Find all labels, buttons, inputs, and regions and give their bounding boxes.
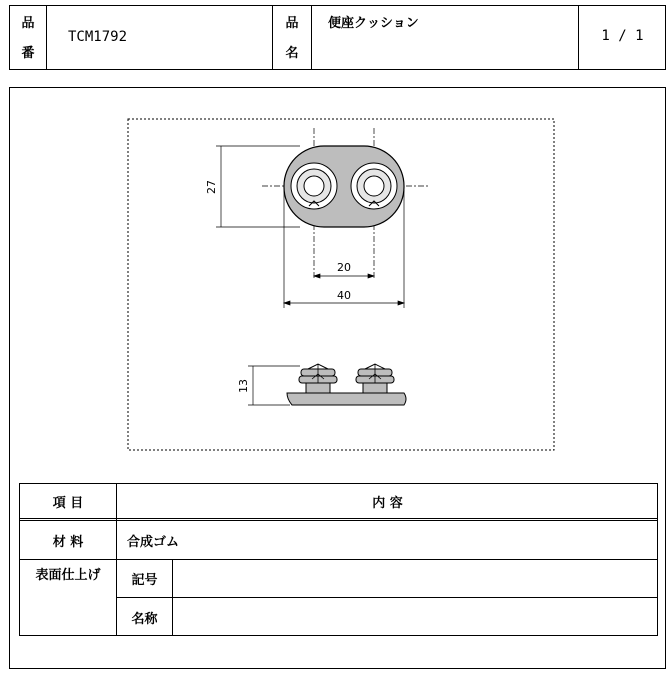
part-number: TCM1792: [68, 29, 128, 45]
table-rule: [19, 518, 658, 519]
col-header-item: 項 目: [52, 495, 84, 511]
dim-side-height-label: 13: [237, 379, 250, 393]
material-label: 材 料: [52, 534, 84, 550]
finish-label: 表面仕上げ: [35, 567, 101, 583]
col-header-content: 内 容: [372, 495, 403, 511]
dimension-pitch: [314, 274, 374, 278]
dim-width-label: 40: [337, 289, 351, 302]
dim-height-label: 27: [205, 180, 218, 194]
symbol-label: 記号: [131, 573, 158, 588]
table-rule: [19, 559, 658, 560]
product-name: 便座クッション: [328, 16, 419, 31]
dim-pitch-label: 20: [337, 261, 351, 274]
table-rule: [172, 559, 173, 636]
cushion-side-view: [287, 364, 406, 405]
table-rule: [117, 597, 658, 598]
finish-name-label: 名称: [131, 611, 158, 627]
part-no-label-top: 品: [21, 15, 35, 31]
cushion-top-view: [284, 146, 404, 227]
name-label-bottom: 名: [285, 45, 299, 61]
part-no-label-bottom: 番: [21, 45, 35, 61]
name-label-top: 品: [285, 15, 299, 31]
material-value: 合成ゴム: [127, 535, 180, 550]
page-number: 1 / 1: [601, 28, 644, 44]
